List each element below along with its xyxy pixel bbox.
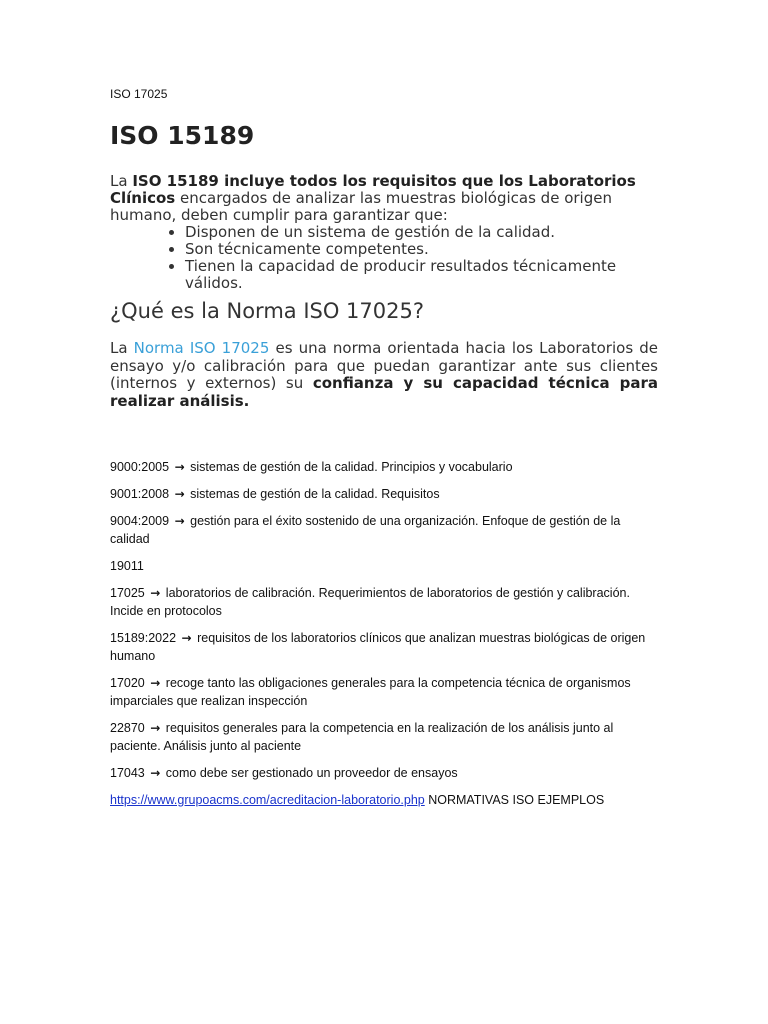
arrow-right-icon: → — [150, 586, 161, 600]
norma-iso-17025-link[interactable]: Norma ISO 17025 — [133, 339, 270, 357]
reference-line — [110, 791, 658, 809]
standard-item — [110, 584, 658, 620]
requirement-item: • Tienen la capacidad de producir resultados técnicamente válidos. — [185, 258, 658, 292]
standard-item — [110, 764, 658, 782]
standard-description: laboratorios de calibración. Requerimientos de laboratorios de gestión y calibración. Incide en protocolos — [110, 586, 630, 618]
arrow-right-icon: → — [150, 676, 161, 690]
arrow-right-icon: → — [174, 487, 185, 501]
definition-middle: es una norma orientada hacia los Laboratorios de ensayo y/o calibración para que puedan garantizar ante sus clientes (internos y externos) su — [110, 339, 658, 392]
requirements-list — [110, 224, 658, 292]
arrow-right-icon: → — [174, 460, 185, 474]
standard-item — [110, 719, 658, 755]
standard-description: como debe ser gestionado un proveedor de ensayos — [165, 766, 458, 780]
standard-description: sistemas de gestión de la calidad. Requisitos — [190, 487, 440, 501]
standard-description: requisitos de los laboratorios clínicos que analizan muestras biológicas de origen humano — [110, 631, 646, 663]
intro-lead: La — [110, 172, 133, 190]
standard-code: 17020 — [110, 676, 145, 690]
definition-bold: confianza y su capacidad técnica para realizar análisis. — [110, 374, 659, 410]
reference-url-link[interactable]: https://www.grupoacms.com/acreditacion-laboratorio.php — [110, 793, 425, 807]
arrow-right-icon: → — [174, 514, 185, 528]
requirement-item: • Disponen de un sistema de gestión de la calidad. — [185, 224, 658, 241]
standard-item — [110, 458, 658, 476]
standard-code: 19011 — [110, 559, 144, 573]
standard-description: recoge tanto las obligaciones generales para la competencia técnica de organismos imparciales que realizan inspección — [110, 676, 631, 708]
standard-description: sistemas de gestión de la calidad. Principios y vocabulario — [190, 460, 513, 474]
definition-paragraph — [110, 340, 658, 410]
intro-bold: ISO 15189 incluye todos los requisitos que los Laboratorios Clínicos — [110, 172, 636, 207]
page-header: ISO 17025 — [110, 87, 168, 101]
standard-item — [110, 629, 658, 665]
standard-description: requisitos generales para la competencia en la realización de los análisis junto al paciente. Análisis junto al paciente — [110, 721, 614, 753]
section-title: ¿Qué es la Norma ISO 17025? — [110, 299, 424, 323]
document-title: ISO 15189 — [110, 121, 255, 150]
arrow-right-icon: → — [150, 721, 161, 735]
standard-item — [110, 557, 658, 575]
intro-rest: encargados de analizar las muestras biológicas de origen humano, deben cumplir para garantizar que: — [110, 189, 612, 224]
arrow-right-icon: → — [181, 631, 192, 645]
reference-label: NORMATIVAS ISO EJEMPLOS — [424, 793, 605, 807]
standard-code: 15189:2022 — [110, 631, 177, 645]
standard-description: gestión para el éxito sostenido de una organización. Enfoque de gestión de la calidad — [110, 514, 621, 546]
document-body — [110, 87, 658, 822]
standard-code: 17025 — [110, 586, 145, 600]
requirement-item: • Son técnicamente competentes. — [185, 241, 658, 258]
standard-item — [110, 512, 658, 548]
arrow-right-icon: → — [150, 766, 161, 780]
standard-code: 9000:2005 — [110, 460, 170, 474]
standard-item — [110, 674, 658, 710]
standard-code: 17043 — [110, 766, 145, 780]
standard-code: 9001:2008 — [110, 487, 170, 501]
standard-item — [110, 485, 658, 503]
standard-code: 9004:2009 — [110, 514, 170, 528]
intro-paragraph — [110, 173, 658, 224]
standard-code: 22870 — [110, 721, 145, 735]
standards-list — [110, 458, 658, 809]
definition-lead: La — [110, 339, 134, 357]
